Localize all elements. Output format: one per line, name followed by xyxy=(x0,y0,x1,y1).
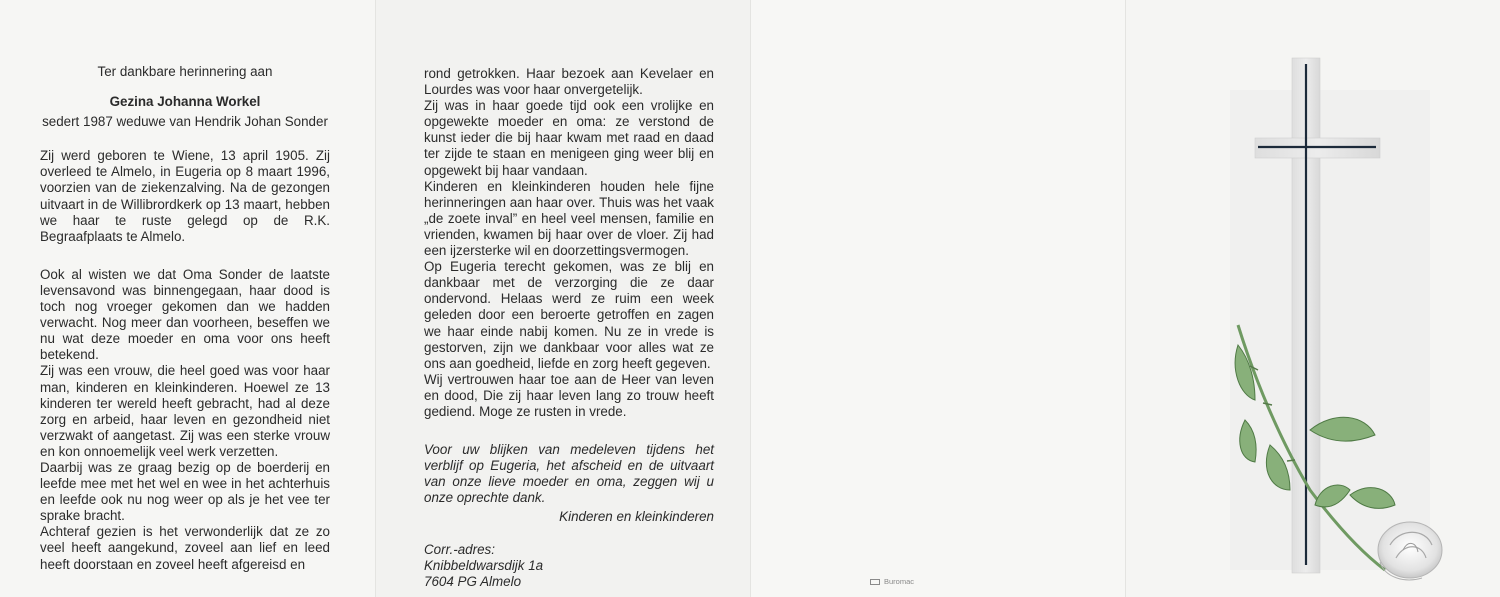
biography-paragraph: Zij werd geboren te Wiene, 13 april 1905. Zij overleed te Almelo, in Eugeria op 8 maart 1996, voorzien van de ziekenzalving. Na de gezongen uitvaart in de Willibrordkerk op 13 maart, hebben we haar te ruste gelegd op de R.K. Begraafplaats te Almelo. xyxy=(40,148,330,244)
biography-paragraph: Wij vertrouwen haar toe aan de Heer van leven en dood, Die zij haar leven lang zo trouw heeft gediend. Moge ze rusten in vrede. xyxy=(424,371,714,419)
biography-paragraph: Ook al wisten we dat Oma Sonder de laatste levensavond was binnengegaan, haar dood is toch nog vroeger gekomen dan we hadden verwacht. Nog meer dan voorheen, beseffen we nu wat deze moeder en oma voor ons heeft betekend. xyxy=(40,266,330,363)
signature: Kinderen en kleinkinderen xyxy=(559,509,714,525)
biography-paragraph: Daarbij was ze graag bezig op de boerderij en leefde mee met het wel en wee in het achterhuis en leefde ook nu nog weer op als je het vee ter sprake bracht. xyxy=(40,459,330,524)
text-column-right xyxy=(424,66,714,590)
buromac-logo-icon xyxy=(870,579,880,585)
biography-paragraph: Zij was in haar goede tijd ook een vrolijke en opgewekte moeder en oma: ze verstond de kunst ieder die bij haar kwam met raad en daad ter zijde te staan en menigeen ging weer blij en opgewekt bij haar vandaan. xyxy=(424,98,714,178)
address-city: 7604 PG Almelo xyxy=(424,573,522,589)
biography-paragraph: Kinderen en kleinkinderen houden hele fijne herinneringen aan haar over. Thuis was het vaak „de zoete inval” en heel veel mensen, familie en vrienden, kwamen bij haar over de vloer. Zij had een ijzersterke wil en doorzettingsvermogen. xyxy=(424,178,714,259)
fold-line xyxy=(1125,0,1126,597)
thanks-paragraph: Voor uw blijken van medeleven tijdens het verblijf op Eugeria, het afscheid en de uitvaart van onze lieve moeder en oma, zeggen wij u onze oprechte dank. xyxy=(424,442,714,506)
panel-center-right xyxy=(750,0,1125,597)
text-column-left xyxy=(40,64,330,573)
deceased-name: Gezina Johanna Workel xyxy=(109,94,261,110)
rose-icon xyxy=(1378,522,1442,580)
brand-text: Buromac xyxy=(884,577,915,586)
fold-line xyxy=(750,0,751,597)
widow-line: sedert 1987 weduwe van Hendrik Johan Sonder xyxy=(42,114,328,130)
intro-text: Ter dankbare herinnering aan xyxy=(97,64,273,79)
biography-paragraph: Op Eugeria terecht gekomen, was ze blij en dankbaar met de verzorging die ze daar ondervond. Helaas werd ze ruim een week geleden door een beroerte getroffen en zagen we haar einde nabij komen. Nu ze in vrede is gestorven, zijn we dankbaar voor alles wat ze ons aan goedheid, liefde en zorg heeft gegeven. xyxy=(424,259,714,371)
biography-paragraph: Zij was een vrouw, die heel goed was voor haar man, kinderen en kleinkinderen. Hoewel ze 13 kinderen ter wereld heeft gebracht, had al deze zorg en arbeid, haar leven en gezondheid niet verzwakt of aangetast. Zij was een sterke vrouw en kon onnoemelijk veel werk verzetten. xyxy=(40,363,330,459)
fold-line xyxy=(375,0,376,597)
biography-paragraph: Achteraf gezien is het verwonderlijk dat ze zo veel heeft aangekund, zoveel aan lief en leed heeft doorstaan en zoveel heeft afgereisd en xyxy=(40,524,330,572)
printer-brand xyxy=(870,577,914,586)
address-label: Corr.-adres: xyxy=(424,541,495,557)
biography-paragraph: rond getrokken. Haar bezoek aan Kevelaer en Lourdes was voor haar onvergetelijk. xyxy=(424,66,714,98)
address-street: Knibbeldwarsdijk 1a xyxy=(424,557,544,573)
cross-rose-illustration xyxy=(1200,50,1460,590)
